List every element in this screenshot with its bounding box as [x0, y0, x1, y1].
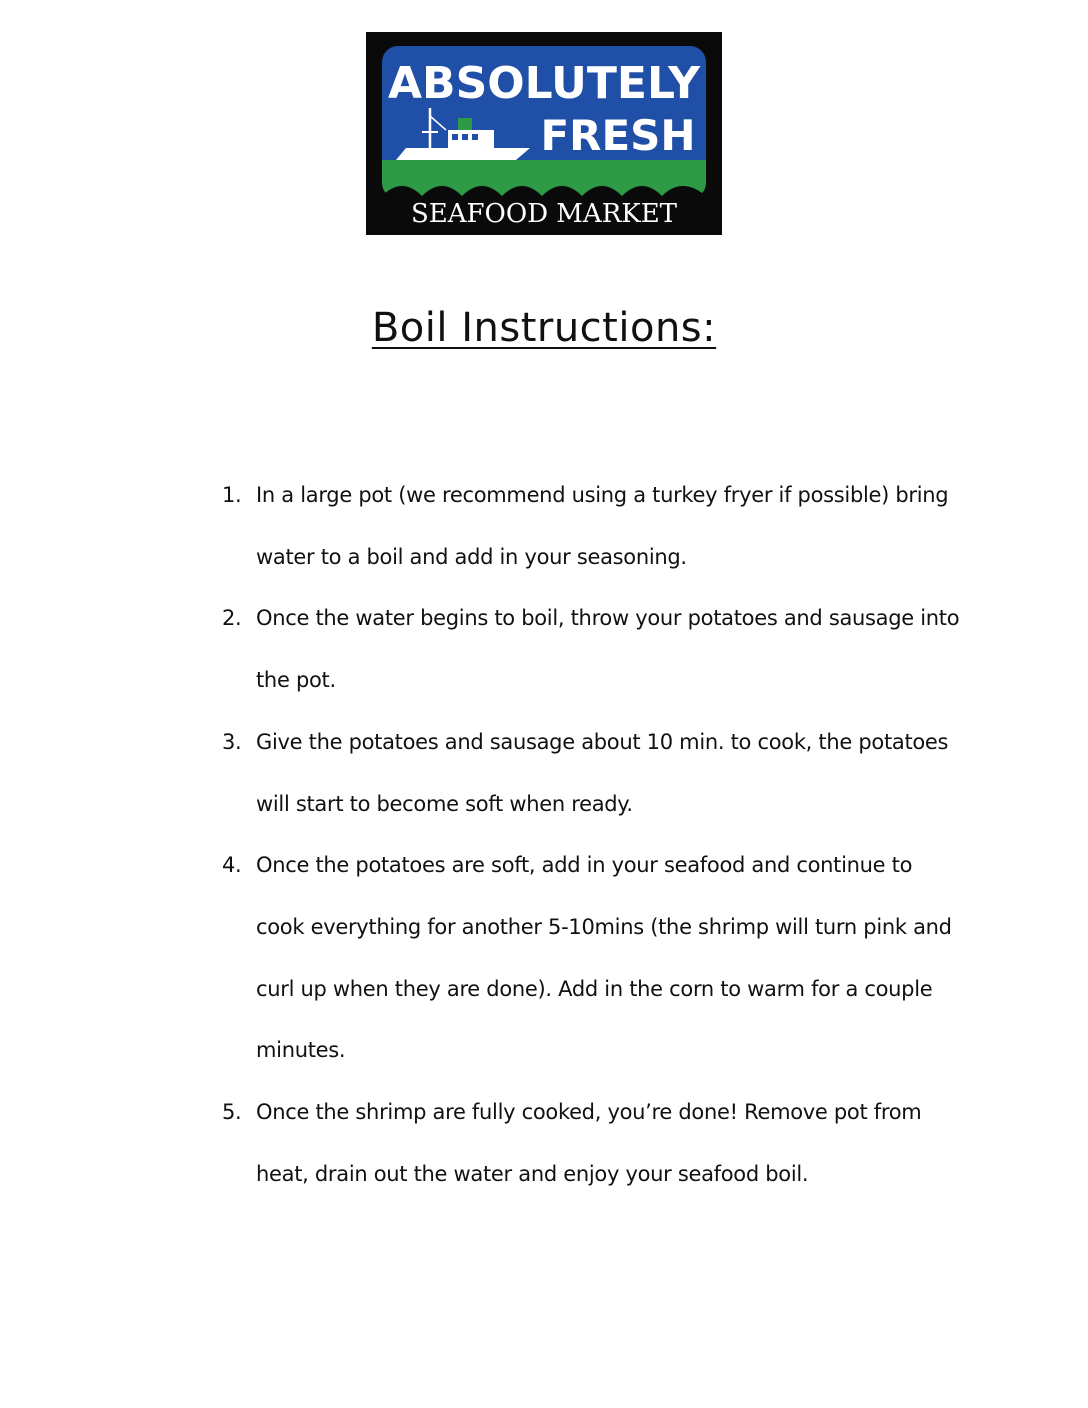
step-number: 5. — [222, 1100, 242, 1125]
logo-line2: FRESH — [540, 111, 696, 160]
step-item — [222, 1082, 962, 1205]
absolutely-fresh-logo — [366, 32, 722, 235]
step-item — [222, 465, 962, 588]
step-item — [222, 712, 962, 835]
step-text: Give the potatoes and sausage about 10 min. to cook, the potatoes will start to become soft when ready. — [256, 729, 949, 816]
step-text: Once the potatoes are soft, add in your seafood and continue to cook everything for another 5-10mins (the shrimp will turn pink and curl up when they are done). Add in the corn to warm for a couple minutes. — [256, 853, 952, 1063]
step-item — [222, 588, 962, 711]
step-text: Once the water begins to boil, throw your potatoes and sausage into the pot. — [256, 606, 960, 693]
boil-steps-list — [222, 465, 962, 1205]
logo-line3: SEAFOOD MARKET — [410, 199, 678, 229]
step-text: In a large pot (we recommend using a turkey fryer if possible) bring water to a boil and add in your seasoning. — [256, 483, 949, 569]
logo-graphic — [366, 32, 722, 235]
step-number: 2. — [222, 606, 242, 631]
logo-line1: ABSOLUTELY — [388, 58, 700, 109]
title-text: Boil Instructions: — [371, 305, 717, 351]
step-number: 4. — [222, 853, 242, 878]
step-item — [222, 835, 962, 1082]
step-text: Once the shrimp are fully cooked, you’re done! Remove pot from heat, drain out the water and enjoy your seafood boil. — [256, 1100, 922, 1186]
step-number: 3. — [222, 729, 242, 754]
page-title — [0, 298, 1088, 358]
step-number: 1. — [222, 483, 242, 507]
